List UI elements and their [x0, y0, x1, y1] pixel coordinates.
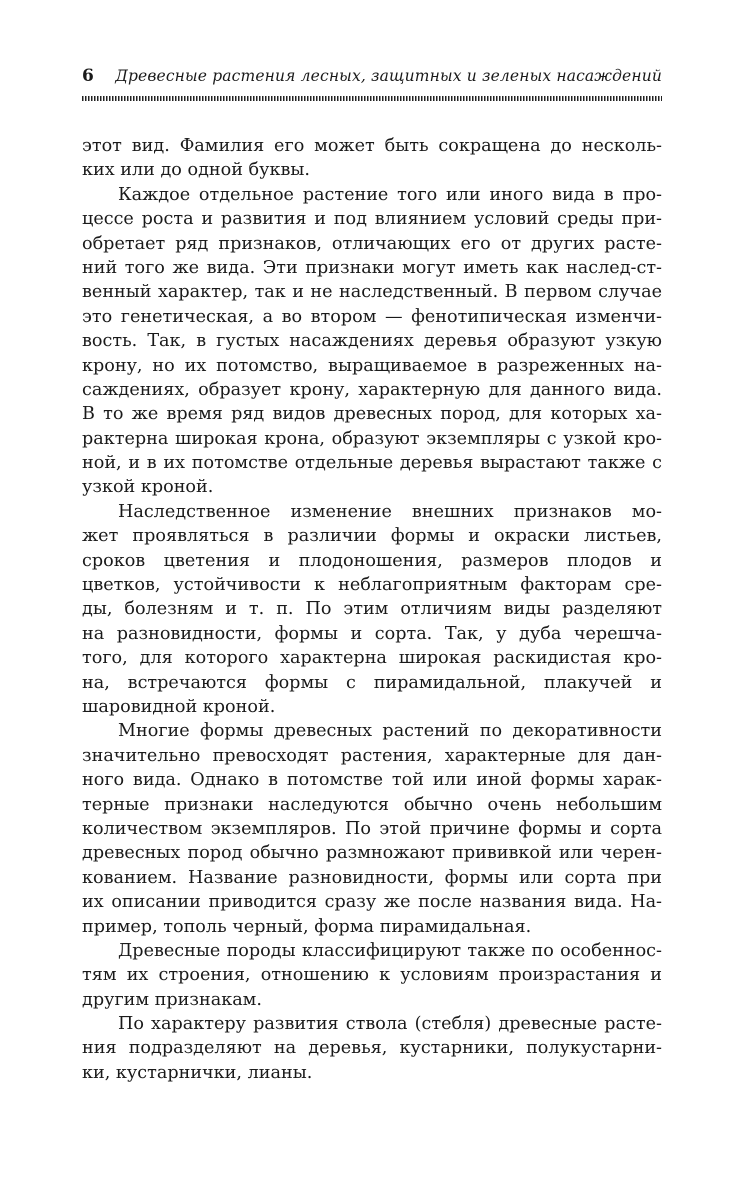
text-line: шаровидной кроной. — [82, 696, 276, 717]
text-line: ной, и в их потомстве отдельные деревья вырастают также с — [82, 453, 662, 474]
text-line: на разновидности, формы и сорта. Так, у дуба черешча- — [82, 623, 662, 644]
text-line: их описании приводится сразу же после названия вида. На- — [82, 892, 662, 913]
page-number: 6 — [82, 66, 94, 86]
text-line: узкой кроной. — [82, 477, 214, 498]
text-line: пример, тополь черный, форма пирамидальная. — [82, 916, 532, 937]
text-line: Многие формы древесных растений по декоративности — [118, 721, 662, 742]
text-line: венный характер, так и не наследственный. В первом случае — [82, 282, 662, 303]
text-line: ния подразделяют на деревья, кустарники, полукустарни- — [82, 1038, 662, 1059]
text-line: этот вид. Фамилия его может быть сокращена до несколь- — [82, 136, 662, 156]
text-line: ких или до одной буквы. — [82, 160, 310, 181]
text-line: значительно превосходят растения, характерные для дан- — [82, 745, 662, 766]
book-page — [82, 62, 662, 1083]
text-line: Древесные породы классифицируют также по особеннос- — [118, 940, 662, 961]
text-line: цветков, устойчивости к неблагоприятным факторам сре- — [82, 575, 662, 596]
running-title: Древесные растения лесных, защитных и зеленых насаждений — [115, 67, 662, 85]
text-line: По характеру развития ствола (стебля) древесные расте- — [118, 1014, 662, 1035]
text-line: жет проявляться в различии формы и окраски листьев, — [82, 526, 662, 547]
text-line: цессе роста и развития и под влиянием условий среды при- — [82, 209, 662, 230]
body-text — [82, 134, 662, 1085]
text-line: сроков цветения и плодоношения, размеров плодов и — [82, 550, 662, 571]
text-line: другим признакам. — [82, 989, 262, 1010]
paragraph — [82, 1012, 662, 1085]
text-line: древесных пород обычно размножают прививкой или черен- — [82, 843, 662, 864]
text-line: того, для которого характерна широкая раскидистая кро- — [82, 648, 662, 669]
text-line: ного вида. Однако в потомстве той или иной формы харак- — [82, 770, 662, 791]
text-line: вость. Так, в густых насаждениях деревья образуют узкую — [82, 331, 662, 352]
text-line: Каждое отдельное растение того или иного вида в про- — [118, 184, 662, 205]
paragraph — [82, 500, 662, 720]
text-line: тям их строения, отношению к условиям произрастания и — [82, 965, 662, 986]
text-line: В то же время ряд видов древесных пород, для которых ха- — [82, 404, 662, 425]
header-dotted-rule — [82, 96, 662, 101]
text-line: это генетическая, а во втором — фенотипическая изменчи- — [82, 306, 662, 327]
paragraph — [82, 719, 662, 939]
text-line: на, встречаются формы с пирамидальной, плакучей и — [82, 672, 662, 693]
text-line: саждениях, образует крону, характерную для данного вида. — [82, 379, 662, 400]
text-line: ний того же вида. Эти признаки могут иметь как наслед-ст- — [82, 257, 662, 278]
text-line: терные признаки наследуются обычно очень небольшим — [82, 794, 662, 815]
text-line: обретает ряд признаков, отличающих его от других расте- — [82, 233, 662, 254]
page-header — [82, 62, 662, 90]
text-line: ды, болезням и т. п. По этим отличиям виды разделяют — [82, 599, 662, 620]
paragraph — [82, 939, 662, 1012]
text-line: ки, кустарнички, лианы. — [82, 1062, 313, 1083]
paragraph — [82, 183, 662, 500]
text-line: кованием. Название разновидности, формы или сорта при — [82, 867, 662, 888]
text-line: количеством экземпляров. По этой причине формы и сорта — [82, 818, 662, 839]
paragraph — [82, 134, 662, 183]
text-line: рактерна широкая крона, образуют экземпляры с узкой кро- — [82, 428, 662, 449]
text-line: Наследственное изменение внешних признаков мо- — [118, 501, 662, 522]
text-line: крону, но их потомство, выращиваемое в разреженных на- — [82, 355, 662, 376]
